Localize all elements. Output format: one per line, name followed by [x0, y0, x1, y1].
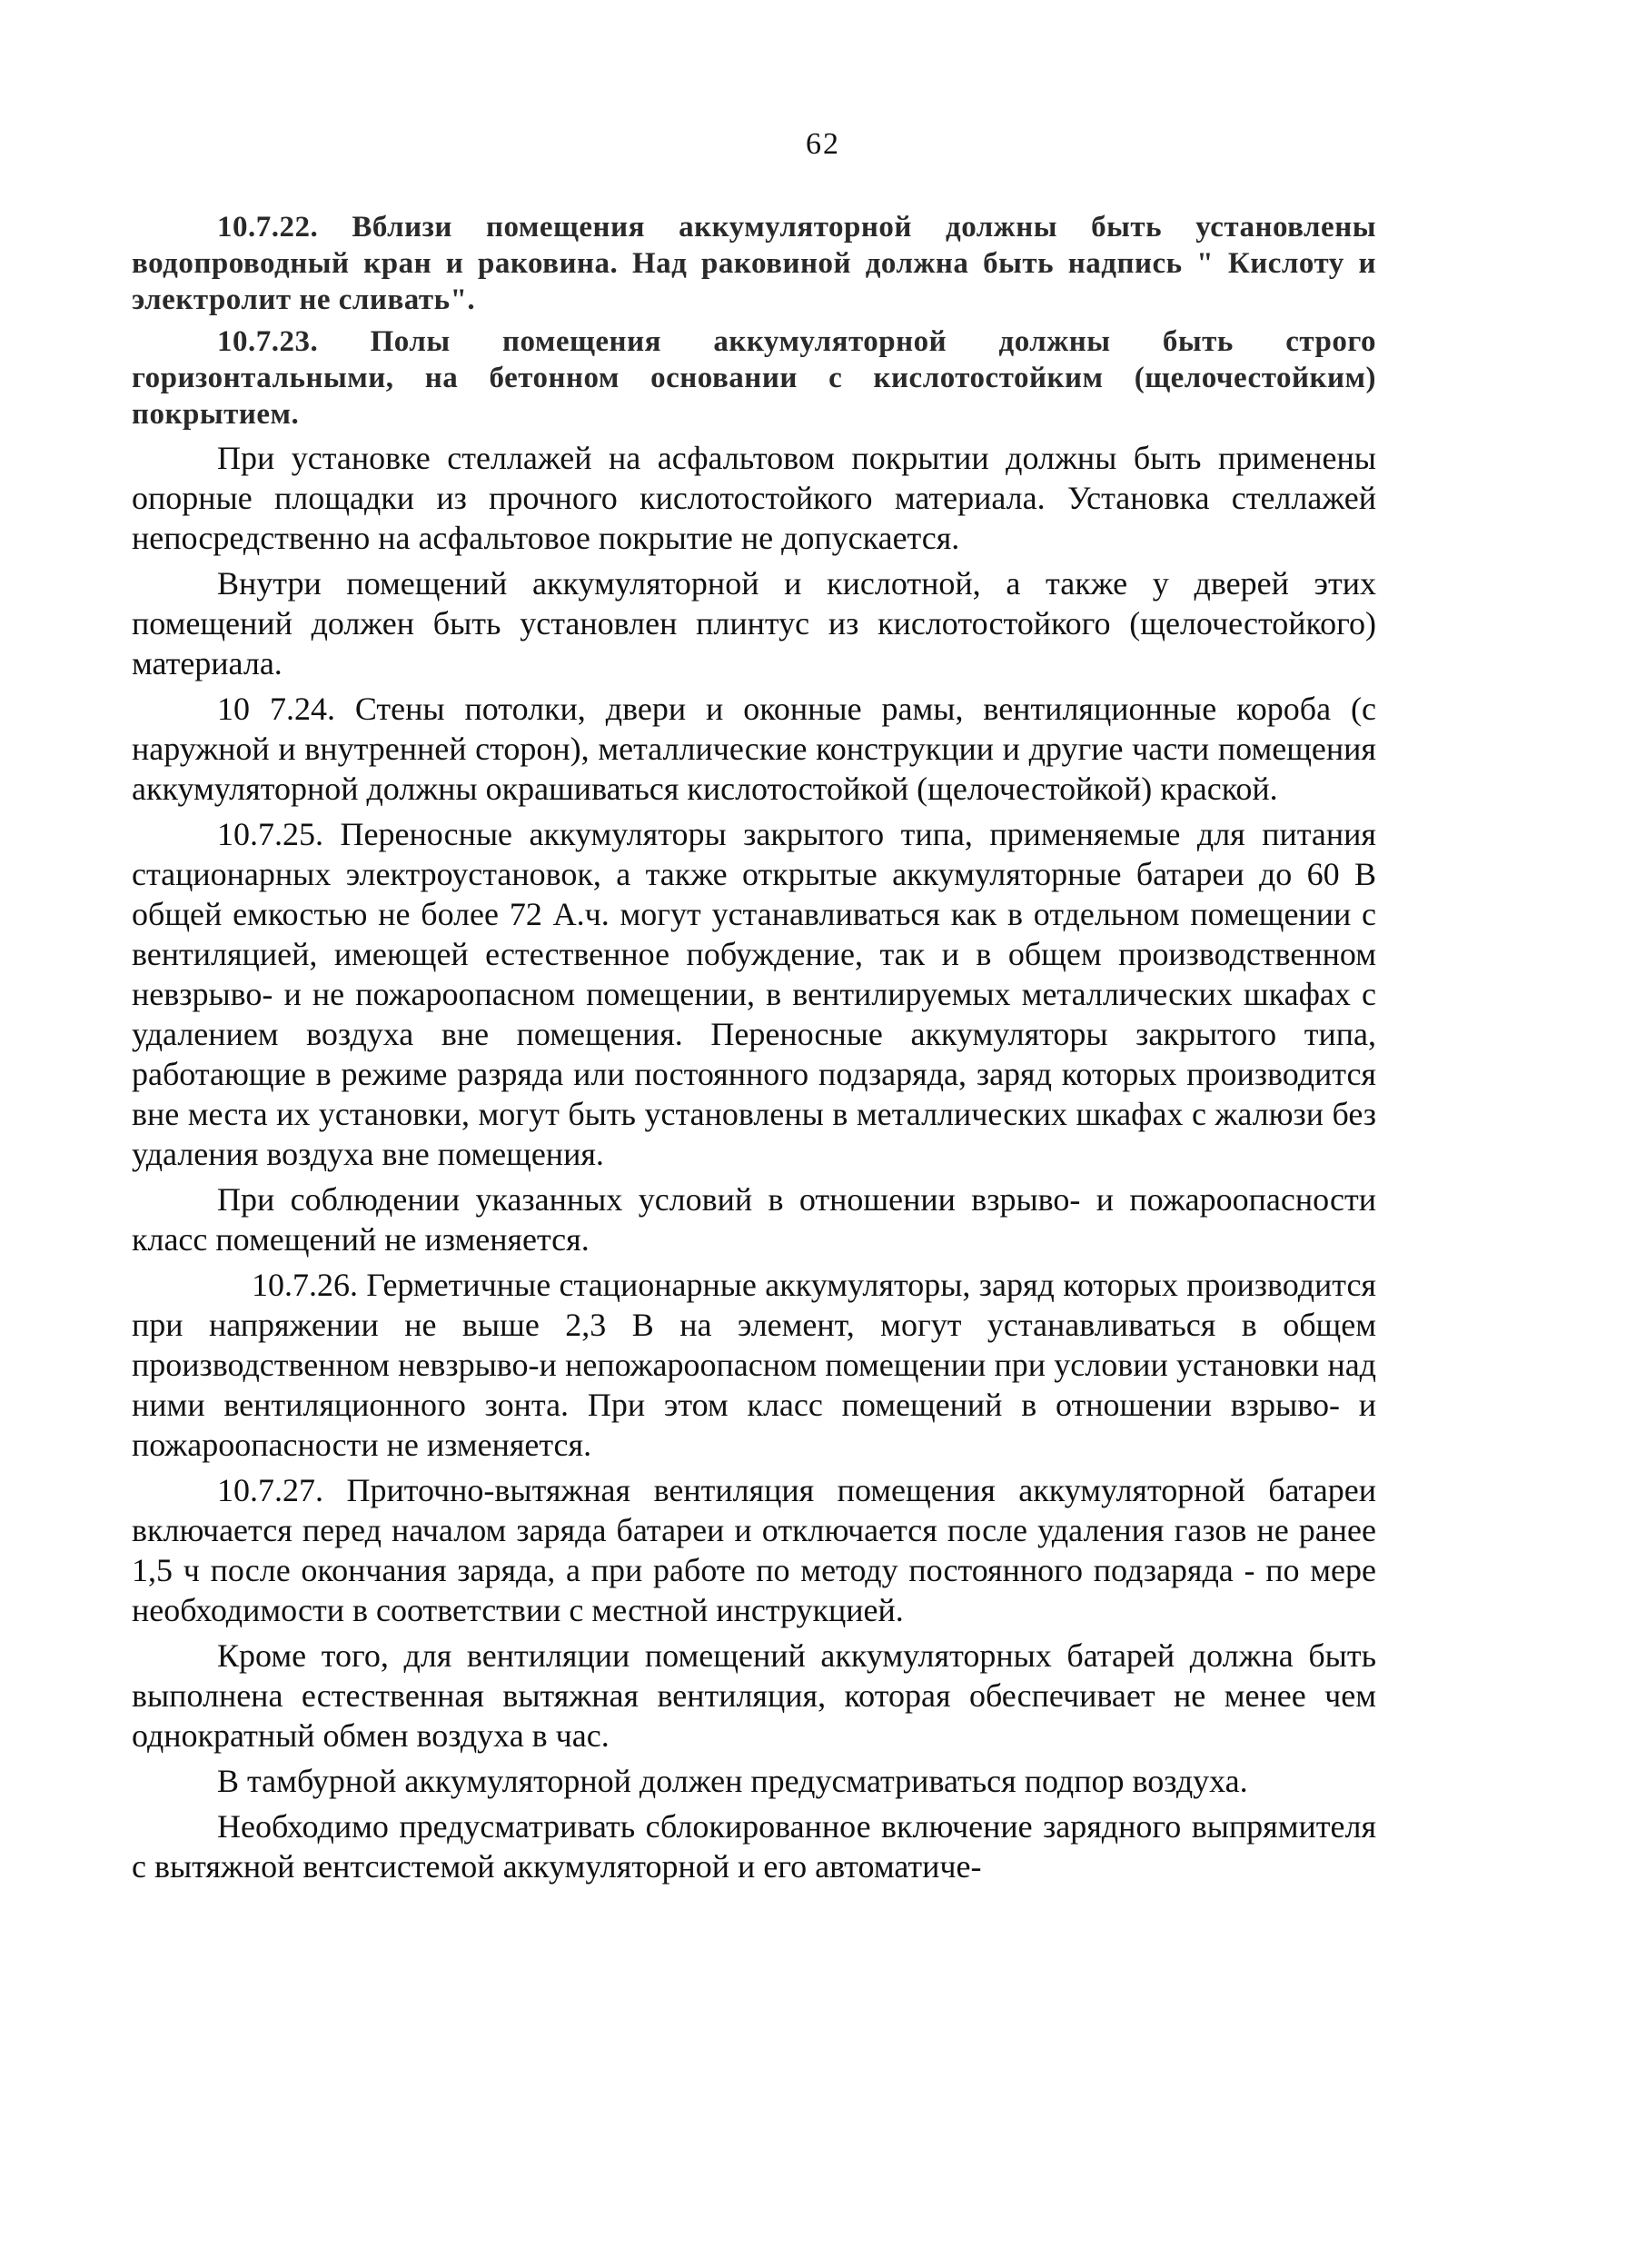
paragraph-10-7-22: 10.7.22. Вблизи помещения аккумуляторной должны быть установлены водопроводный кран и раковина. Над раковиной должна быть надпись " Кислоту и электролит не сливать".	[132, 211, 1376, 316]
body-text	[132, 209, 1376, 1892]
paragraph-natural-ventilation: Кроме того, для вентиляции помещений аккумуляторных батарей должна быть выполнена естественная вытяжная вентиляция, которая обеспечивает не менее чем однократный обмен воздуха в час.	[132, 1637, 1376, 1754]
paragraph-10-7-24: 10 7.24. Стены потолки, двери и оконные рамы, вентиляционные короба (с наружной и внутренней сторон), металлические конструкции и другие части помещения аккумуляторной должны окрашиваться кислотостойкой (щелочестойкой) краской.	[132, 691, 1376, 807]
paragraph-10-7-26: 10.7.26. Герметичные стационарные аккумуляторы, заряд которых производится при напряжении не выше 2,3 В на элемент, могут устанавливаться в общем производственном невзрыво-и непожароопасном помещении при условии установки над ними вентиляционного зонта. При этом класс помещений в отношении взрыво- и пожароопасности не изменяется.	[132, 1267, 1376, 1463]
paragraph-10-7-27: 10.7.27. Приточно-вытяжная вентиляция помещения аккумуляторной батареи включается перед началом заряда батареи и отключается после удаления газов не ранее 1,5 ч после окончания заряда, а при работе по методу постоянного подзаряда - по мере необходимости в соответствии с местной инструкцией.	[132, 1472, 1376, 1628]
paragraph-hazard-class: При соблюдении указанных условий в отношении взрыво- и пожароопасности класс помещений не изменяется.	[132, 1181, 1376, 1258]
paragraph-interlock: Необходимо предусматривать сблокированное включение зарядного выпрямителя с вытяжной вентсистемой аккумуляторной и его автоматиче-	[132, 1808, 1376, 1885]
page-number: 62	[806, 127, 840, 161]
paragraph-rack-installation: При установке стеллажей на асфальтовом покрытии должны быть применены опорные площадки из прочного кислотостойкого материала. Установка стеллажей непосредственно на асфальтовое покрытие не допускается.	[132, 440, 1376, 556]
paragraph-10-7-23: 10.7.23. Полы помещения аккумуляторной должны быть строго горизонтальными, на бетонном основании с кислотостойким (щелочестойким) покрытием.	[132, 325, 1376, 431]
paragraph-plinth: Внутри помещений аккумуляторной и кислотной, а также у дверей этих помещений должен быть установлен плинтус из кислотостойкого (щелочестойкого) материала.	[132, 565, 1376, 681]
paragraph-vestibule-pressure: В тамбурной аккумуляторной должен предусматриваться подпор воздуха.	[217, 1763, 1248, 1799]
paragraph-10-7-25: 10.7.25. Переносные аккумуляторы закрытого типа, применяемые для питания стационарных электроустановок, а также открытые аккумуляторные батареи до 60 В общей емкостью не более 72 А.ч. могут устанавливаться как в отдельном помещении с вентиляцией, имеющей естественное побуждение, так и в общем производственном невзрыво- и не пожароопасном помещении, в вентилируемых металлических шкафах с удалением воздуха вне помещения. Переносные аккумуляторы закрытого типа, работающие в режиме разряда или постоянного подзаряда, заряд которых производится вне места их установки, могут быть установлены в металлических шкафах с жалюзи без удаления воздуха вне помещения.	[132, 816, 1376, 1172]
